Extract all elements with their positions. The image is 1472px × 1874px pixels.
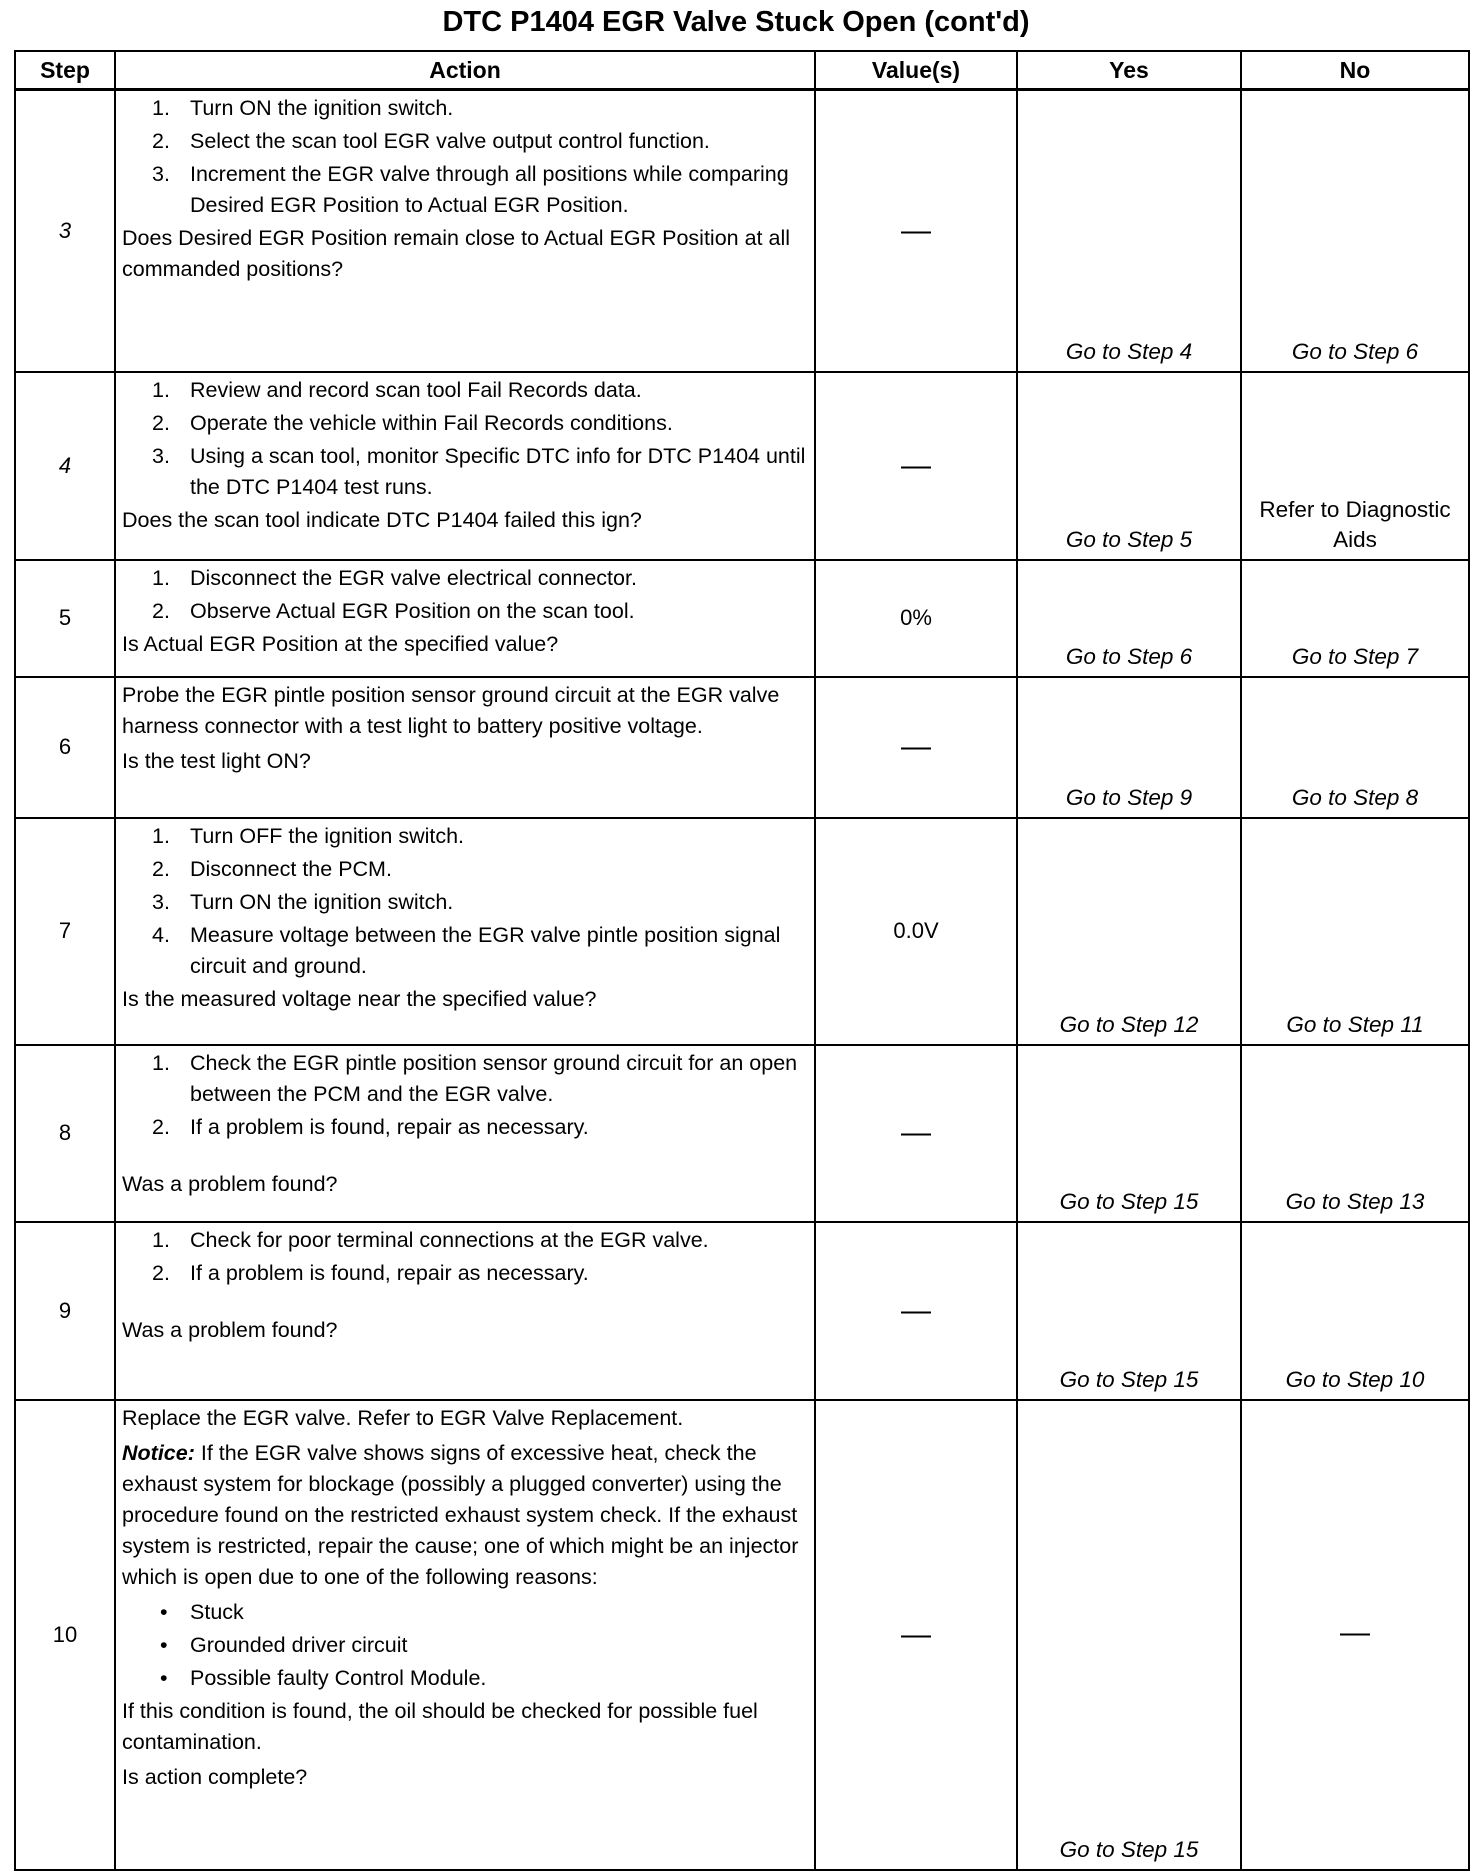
header-no: No — [1241, 51, 1469, 90]
table-row — [15, 818, 1469, 1045]
notice-label: Notice: — [122, 1440, 195, 1465]
value-cell: — — [815, 1400, 1017, 1870]
question-text: Is the test light ON? — [122, 748, 311, 773]
yes-cell: Go to Step 5 — [1017, 372, 1241, 560]
header-values: Value(s) — [815, 51, 1017, 90]
list-item: 1. Check for poor terminal connections at the EGR valve. — [152, 1227, 709, 1252]
table-row — [15, 1045, 1469, 1222]
no-cell: — — [1241, 1400, 1469, 1870]
step-list — [122, 1048, 810, 1143]
value-cell: — — [815, 372, 1017, 560]
list-item: • Stuck — [160, 1599, 244, 1624]
list-item: 1. Turn ON the ignition switch. — [152, 96, 454, 120]
header-yes: Yes — [1017, 51, 1241, 90]
list-item: 1. Check the EGR pintle position sensor ground circuit for an open between the PCM and the EGR valve. — [152, 1050, 798, 1106]
action-cell — [115, 90, 815, 372]
list-item: 1. Disconnect the EGR valve electrical connector. — [152, 565, 637, 590]
header-row — [15, 51, 1469, 90]
list-item: • Possible faulty Control Module. — [160, 1665, 487, 1690]
action-cell — [115, 677, 815, 818]
value-cell: — — [815, 1045, 1017, 1222]
reason-list — [122, 1597, 810, 1694]
question-text: Does Desired EGR Position remain close to Actual EGR Position at all commanded positions? — [122, 226, 790, 281]
value-cell: 0.0V — [815, 818, 1017, 1045]
step-list — [122, 563, 810, 627]
step-number: 4 — [15, 372, 115, 560]
action-cell — [115, 560, 815, 677]
question-text: Does the scan tool indicate DTC P1404 failed this ign? — [122, 507, 642, 532]
no-cell: Go to Step 8 — [1241, 677, 1469, 818]
list-item: 3. Turn ON the ignition switch. — [152, 889, 454, 914]
no-cell: Refer to Diagnostic Aids — [1241, 372, 1469, 560]
action-cell — [115, 1400, 815, 1870]
list-item: 3. Increment the EGR valve through all positions while comparing Desired EGR Position to Actual EGR Position. — [152, 162, 789, 217]
yes-cell: Go to Step 9 — [1017, 677, 1241, 818]
question-text: Was a problem found? — [122, 1317, 338, 1342]
step-number: 9 — [15, 1222, 115, 1400]
step-number: 8 — [15, 1045, 115, 1222]
step-number: 5 — [15, 560, 115, 677]
header-action: Action — [115, 51, 815, 90]
instruction-text: If this condition is found, the oil should be checked for possible fuel contamination. — [122, 1698, 758, 1754]
action-cell — [115, 1222, 815, 1400]
yes-cell: Go to Step 15 — [1017, 1400, 1241, 1870]
question-text: Is action complete? — [122, 1764, 308, 1789]
table-row — [15, 90, 1469, 372]
question-text: Was a problem found? — [122, 1171, 338, 1196]
yes-cell: Go to Step 15 — [1017, 1045, 1241, 1222]
no-cell: Go to Step 13 — [1241, 1045, 1469, 1222]
list-item: 1. Review and record scan tool Fail Records data. — [152, 377, 642, 402]
page-title: DTC P1404 EGR Valve Stuck Open (cont'd) — [442, 6, 1030, 38]
list-item: 2. Select the scan tool EGR valve output control function. — [152, 129, 710, 153]
action-cell — [115, 372, 815, 560]
step-number: 3 — [15, 90, 115, 372]
step-list — [122, 1225, 810, 1289]
value-cell: 0% — [815, 560, 1017, 677]
step-list — [122, 93, 810, 221]
table-row — [15, 1222, 1469, 1400]
table-row — [15, 1400, 1469, 1870]
table-row — [15, 372, 1469, 560]
action-cell — [115, 1045, 815, 1222]
yes-cell: Go to Step 6 — [1017, 560, 1241, 677]
question-text: Is the measured voltage near the specified value? — [122, 986, 597, 1011]
yes-cell: Go to Step 12 — [1017, 818, 1241, 1045]
list-item: 3. Using a scan tool, monitor Specific DTC info for DTC P1404 until the DTC P1404 test runs. — [152, 443, 806, 499]
instruction-text: Replace the EGR valve. Refer to EGR Valve Replacement. — [122, 1405, 684, 1430]
step-number: 6 — [15, 677, 115, 818]
table-row — [15, 560, 1469, 677]
step-list — [122, 375, 810, 503]
value-cell: — — [815, 90, 1017, 372]
step-number: 10 — [15, 1400, 115, 1870]
question-text: Is Actual EGR Position at the specified value? — [122, 631, 559, 656]
list-item: 2. Observe Actual EGR Position on the scan tool. — [152, 598, 635, 623]
diagnostic-table — [14, 50, 1470, 1871]
header-step: Step — [15, 51, 115, 90]
value-cell: — — [815, 1222, 1017, 1400]
instruction-text: Probe the EGR pintle position sensor ground circuit at the EGR valve harness connector with a test light to battery positive voltage. — [122, 682, 780, 738]
list-item: 2. If a problem is found, repair as necessary. — [152, 1260, 589, 1285]
yes-cell: Go to Step 4 — [1017, 90, 1241, 372]
list-item: 2. If a problem is found, repair as necessary. — [152, 1114, 589, 1139]
list-item: 4. Measure voltage between the EGR valve pintle position signal circuit and ground. — [152, 922, 781, 978]
list-item: 1. Turn OFF the ignition switch. — [152, 823, 465, 848]
yes-cell: Go to Step 15 — [1017, 1222, 1241, 1400]
list-item: 2. Operate the vehicle within Fail Records conditions. — [152, 410, 673, 435]
value-cell: — — [815, 677, 1017, 818]
step-list — [122, 821, 810, 982]
no-cell: Go to Step 10 — [1241, 1222, 1469, 1400]
no-cell: Go to Step 7 — [1241, 560, 1469, 677]
list-item: 2. Disconnect the PCM. — [152, 856, 392, 881]
list-item: • Grounded driver circuit — [160, 1632, 408, 1657]
no-cell: Go to Step 11 — [1241, 818, 1469, 1045]
action-cell — [115, 818, 815, 1045]
notice-text: Notice: If the EGR valve shows signs of excessive heat, check the exhaust system for blockage (possibly a plugged converter) using the procedure found on the restricted exhaust system check. If the exhaust system is restricted, repair the cause; one of which might be an injector which is open due to one of the following reasons: — [122, 1440, 799, 1589]
table-row — [15, 677, 1469, 818]
no-cell: Go to Step 6 — [1241, 90, 1469, 372]
step-number: 7 — [15, 818, 115, 1045]
